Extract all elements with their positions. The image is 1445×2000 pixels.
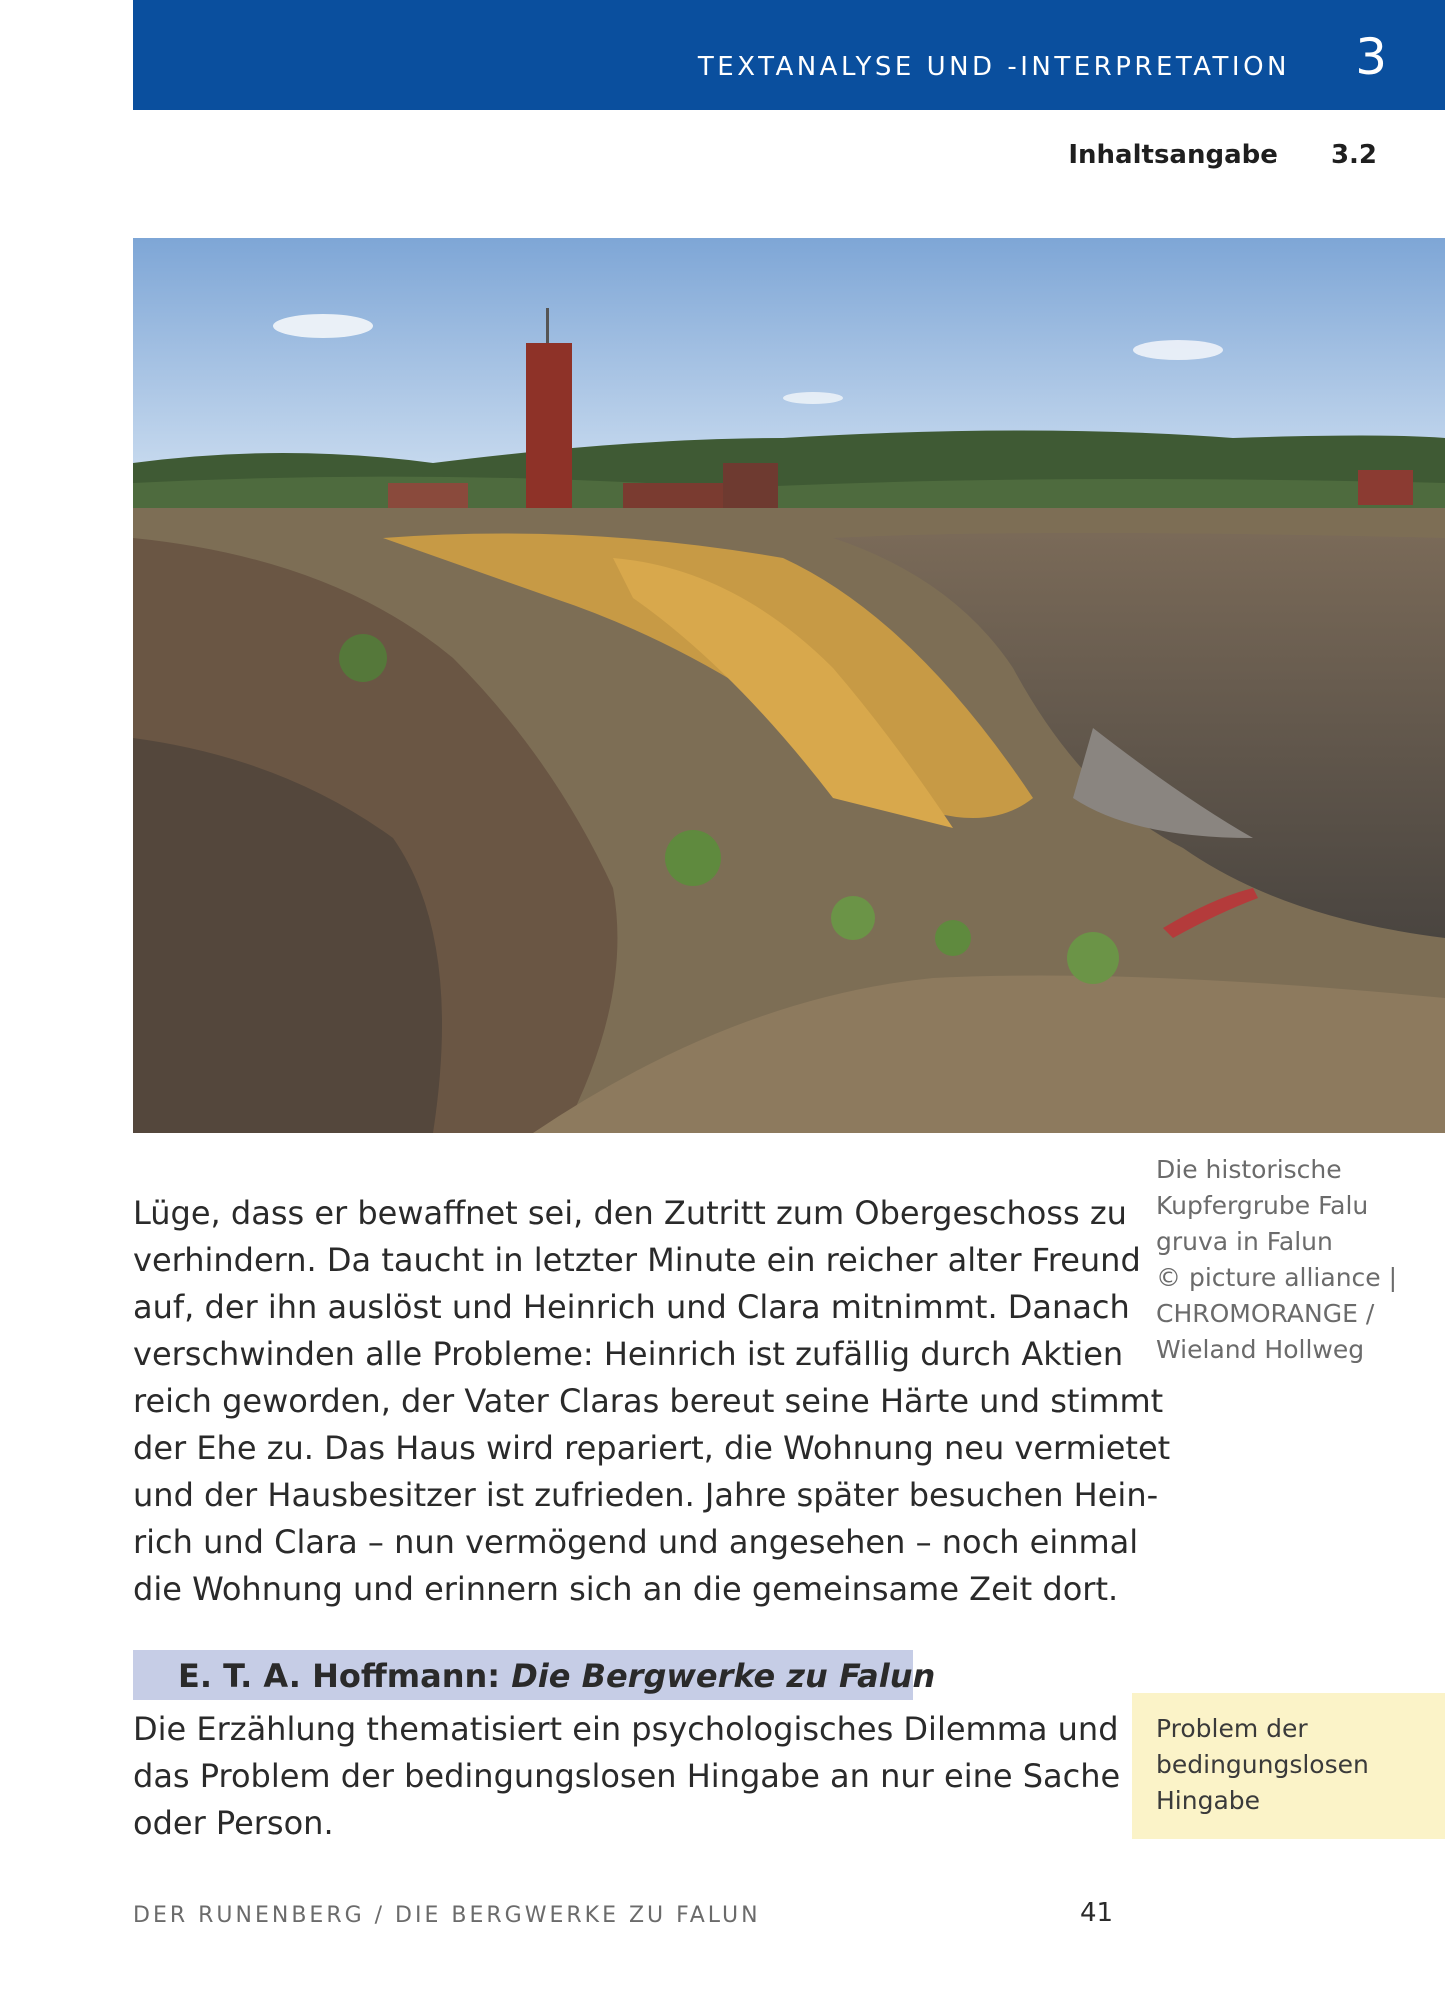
text-line: das Problem der bedingungslosen Hingabe an nur eine Sache — [133, 1757, 1121, 1795]
chapter-header-bar — [133, 0, 1445, 110]
text-line: Die Erzählung thematisiert ein psychologisches Dilemma und — [133, 1710, 1119, 1748]
heading-author: E. T. A. Hoffmann: — [178, 1657, 512, 1695]
note-line: Hingabe — [1156, 1786, 1261, 1815]
photo-caption — [1156, 1152, 1416, 1368]
note-line: Problem der — [1156, 1714, 1308, 1743]
section-title: Inhaltsangabe — [1068, 140, 1278, 170]
caption-line: © picture alliance | — [1156, 1263, 1398, 1292]
text-line: Lüge, dass er bewaffnet sei, den Zutritt zum Obergeschoss zu — [133, 1194, 1127, 1232]
caption-line: Die historische — [1156, 1155, 1342, 1184]
running-footer-title: DER RUNENBERG / DIE BERGWERKE ZU FALUN — [133, 1903, 761, 1928]
caption-line: Kupfergrube Falu — [1156, 1191, 1369, 1220]
caption-line: gruva in Falun — [1156, 1227, 1333, 1256]
section-number: 3.2 — [1330, 140, 1377, 170]
text-line: reich geworden, der Vater Claras bereut seine Härte und stimmt — [133, 1382, 1164, 1420]
caption-line: Wieland Hollweg — [1156, 1335, 1365, 1364]
margin-note-text — [1156, 1711, 1369, 1819]
chapter-title: TEXTANALYSE UND -INTERPRETATION — [697, 52, 1290, 82]
text-line: verhindern. Da taucht in letzter Minute ein reicher alter Freund — [133, 1241, 1141, 1279]
text-line: auf, der ihn auslöst und Heinrich und Clara mitnimmt. Danach — [133, 1288, 1130, 1326]
mine-photo-illustration — [133, 238, 1445, 1133]
theme-paragraph — [133, 1706, 1121, 1847]
caption-line: CHROMORANGE / — [1156, 1299, 1375, 1328]
text-line: oder Person. — [133, 1804, 334, 1842]
text-line: der Ehe zu. Das Haus wird repariert, die Wohnung neu vermietet — [133, 1429, 1171, 1467]
margin-note — [1132, 1693, 1445, 1839]
mine-photo — [133, 238, 1445, 1133]
chapter-number: 3 — [1355, 28, 1387, 86]
page-number: 41 — [1080, 1898, 1114, 1928]
summary-paragraph — [133, 1190, 1171, 1613]
note-line: bedingungslosen — [1156, 1750, 1369, 1779]
text-line: die Wohnung und erinnern sich an die gemeinsame Zeit dort. — [133, 1570, 1119, 1608]
section-heading — [133, 1650, 936, 1700]
text-line: und der Hausbesitzer ist zufrieden. Jahre später besuchen Hein- — [133, 1476, 1159, 1514]
text-line: verschwinden alle Probleme: Heinrich ist zufällig durch Aktien — [133, 1335, 1124, 1373]
text-line: rich und Clara – nun vermögend und angesehen – noch einmal — [133, 1523, 1139, 1561]
section-heading-text — [178, 1657, 935, 1695]
section-label — [1068, 140, 1377, 170]
heading-work-title: Die Bergwerke zu Falun — [511, 1657, 936, 1695]
